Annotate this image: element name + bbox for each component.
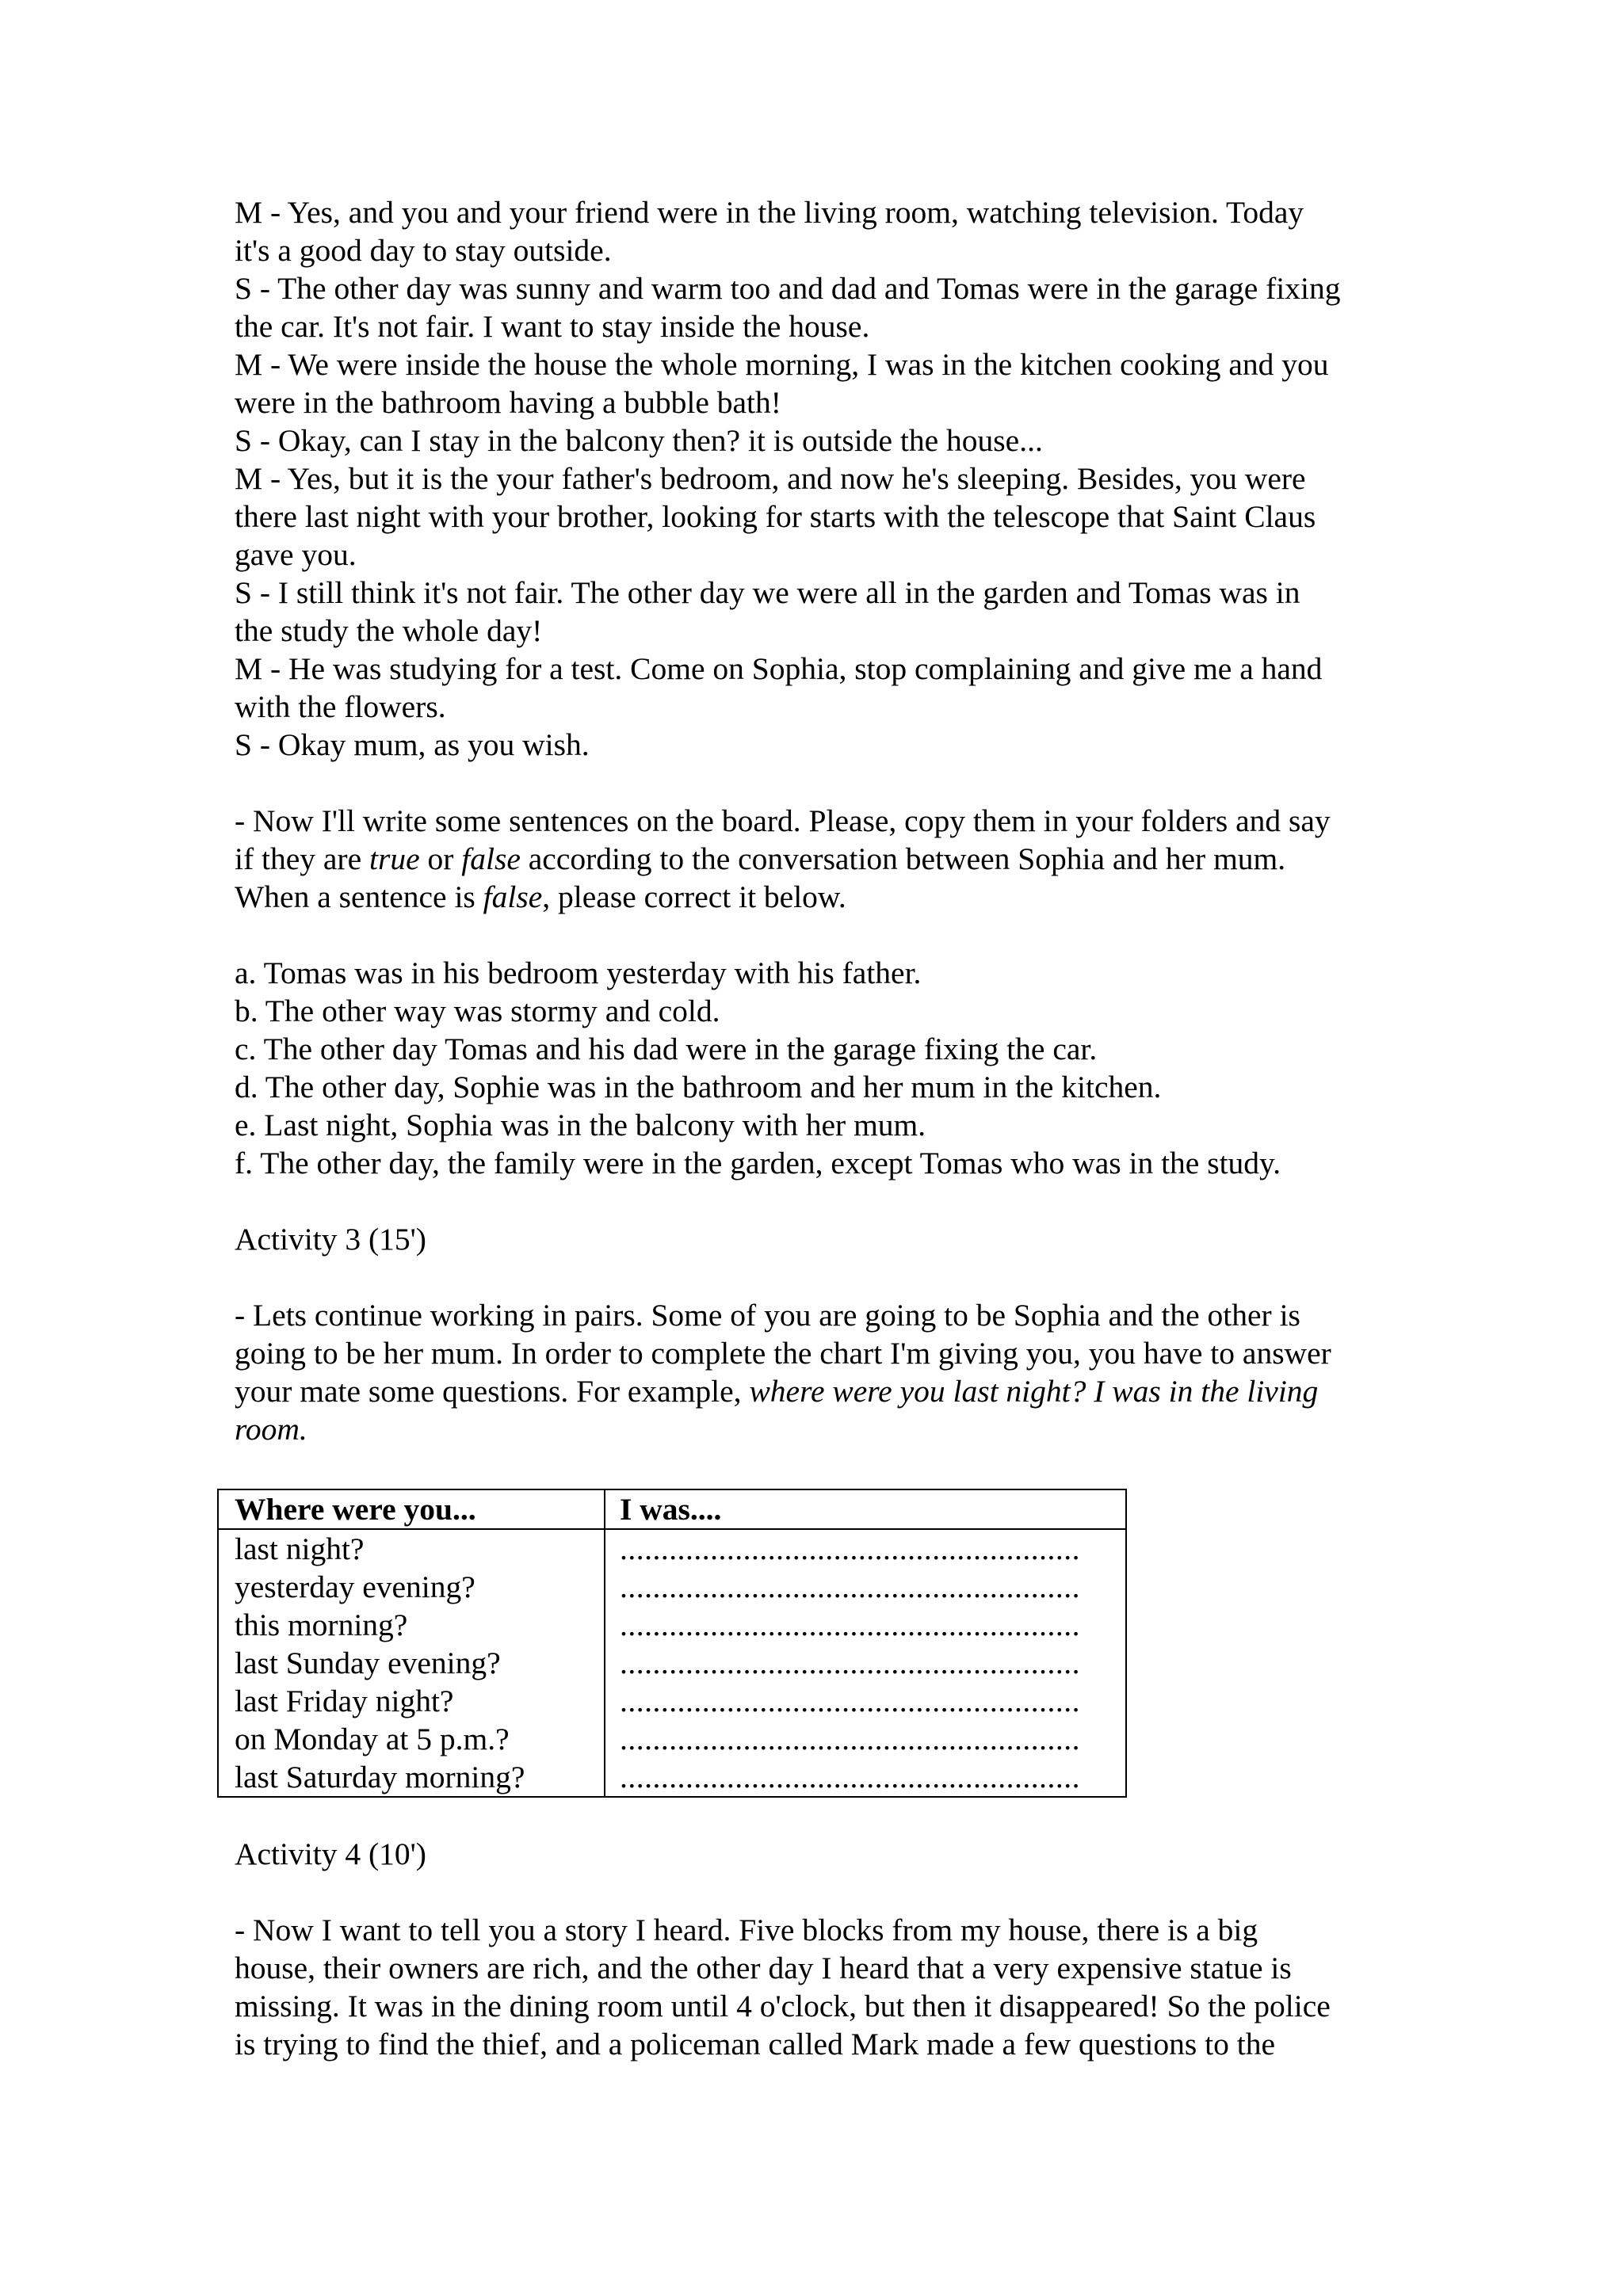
spacer (235, 764, 1423, 802)
spacer (235, 1182, 1423, 1220)
sentence-item: a. Tomas was in his bedroom yesterday with his father. (235, 955, 922, 990)
dialogue-line: with the flowers. (235, 689, 446, 724)
dialogue-line: were in the bathroom having a bubble bath! (235, 385, 781, 420)
chart-question: last night? (235, 1531, 365, 1566)
instruction-text: if they are (235, 841, 369, 876)
chart-header-question: Where were you... (235, 1492, 476, 1527)
chart-row (219, 1720, 1125, 1758)
chart-answer-blank: ........................................................ (620, 1608, 1080, 1642)
dialogue-line: S - The other day was sunny and warm too and dad and Tomas were in the garage fixing (235, 271, 1341, 306)
dialogue-line: it's a good day to stay outside. (235, 233, 612, 268)
instruction-text: , please correct it below. (542, 879, 846, 914)
activity3-chart (217, 1489, 1127, 1798)
sentence-item: b. The other way was stormy and cold. (235, 994, 720, 1028)
chart-rows (219, 1530, 1125, 1796)
activity3-instructions (235, 1296, 1423, 1448)
dialogue-line: the car. It's not fair. I want to stay inside the house. (235, 309, 870, 344)
instruction-emphasis: false (461, 841, 521, 876)
spacer (235, 1258, 1423, 1296)
chart-row (219, 1644, 1125, 1682)
sentence-item: d. The other day, Sophie was in the bathroom and her mum in the kitchen. (235, 1070, 1162, 1104)
dialogue-line: gave you. (235, 537, 357, 572)
activity4-line: - Now I want to tell you a story I heard. Five blocks from my house, there is a big (235, 1913, 1258, 1947)
dialogue-line: S - Okay mum, as you wish. (235, 727, 590, 762)
activity3-example: where were you last night? I was in the living (749, 1374, 1319, 1409)
activity3-example: room. (235, 1412, 307, 1447)
sentence-list (235, 954, 1423, 1182)
chart-answer-blank: ........................................................ (620, 1569, 1080, 1604)
chart-header-answer: I was.... (620, 1492, 722, 1527)
activity4-section (235, 1835, 1423, 2063)
dialogue-line: M - We were inside the house the whole morning, I was in the kitchen cooking and you (235, 347, 1329, 382)
instruction-text: or (419, 841, 462, 876)
instruction-line (235, 878, 1423, 916)
dialogue-line: S - Okay, can I stay in the balcony then? it is outside the house... (235, 423, 1043, 458)
chart-question: last Sunday evening? (235, 1646, 501, 1680)
chart-answer-blank: ........................................................ (620, 1684, 1080, 1718)
instruction-line (235, 840, 1423, 878)
document-body (235, 193, 1423, 1448)
activity4-line: house, their owners are rich, and the other day I heard that a very expensive statue is (235, 1951, 1292, 1985)
chart-row (219, 1758, 1125, 1796)
spacer (235, 916, 1423, 954)
instruction-text: according to the conversation between Sophia and her mum. (520, 841, 1286, 876)
chart-question: yesterday evening? (235, 1569, 475, 1604)
activity4-heading: Activity 4 (10') (235, 1836, 426, 1871)
chart-question: this morning? (235, 1608, 408, 1642)
dialogue-line: M - Yes, and you and your friend were in the living room, watching television. Today (235, 195, 1304, 230)
activity3-line: going to be her mum. In order to complete the chart I'm giving you, you have to answer (235, 1336, 1331, 1371)
sentence-item: e. Last night, Sophia was in the balcony with her mum. (235, 1108, 926, 1142)
chart-question: on Monday at 5 p.m.? (235, 1722, 510, 1756)
chart-question: last Saturday morning? (235, 1760, 525, 1794)
activity3-line (235, 1372, 1423, 1410)
chart-row (219, 1606, 1125, 1644)
chart-answer-blank: ........................................................ (620, 1646, 1080, 1680)
dialogue-line: M - Yes, but it is the your father's bedroom, and now he's sleeping. Besides, you were (235, 461, 1306, 496)
spacer (235, 1873, 1423, 1911)
activity4-line: is trying to find the thief, and a policeman called Mark made a few questions to the (235, 2027, 1275, 2061)
dialogue-line: S - I still think it's not fair. The other day we were all in the garden and Tomas was in (235, 575, 1300, 610)
instruction-text: When a sentence is (235, 879, 483, 914)
chart-row (219, 1682, 1125, 1720)
chart-row (219, 1530, 1125, 1568)
instruction-emphasis: true (369, 841, 420, 876)
dialogue-line: the study the whole day! (235, 613, 543, 648)
instructions (235, 802, 1423, 916)
activity3-text: your mate some questions. For example, (235, 1374, 750, 1409)
chart-answer-blank: ........................................................ (620, 1722, 1080, 1756)
chart-answer-blank: ........................................................ (620, 1531, 1080, 1566)
dialogue-line: M - He was studying for a test. Come on Sophia, stop complaining and give me a hand (235, 651, 1323, 686)
activity3-line (235, 1410, 1423, 1448)
chart-row (219, 1568, 1125, 1606)
chart-answer-blank: ........................................................ (620, 1760, 1080, 1794)
instruction-emphasis: false (483, 879, 543, 914)
dialogue (235, 193, 1423, 764)
activity3-heading: Activity 3 (15') (235, 1222, 426, 1257)
activity4-line: missing. It was in the dining room until 4 o'clock, but then it disappeared! So the police (235, 1989, 1331, 2023)
sentence-item: f. The other day, the family were in the garden, except Tomas who was in the study. (235, 1146, 1281, 1180)
sentence-item: c. The other day Tomas and his dad were in the garage fixing the car. (235, 1032, 1098, 1066)
activity3-line: - Lets continue working in pairs. Some of you are going to be Sophia and the other is (235, 1298, 1300, 1333)
instruction-line: - Now I'll write some sentences on the board. Please, copy them in your folders and say (235, 803, 1331, 838)
dialogue-line: there last night with your brother, looking for starts with the telescope that Saint Claus (235, 499, 1316, 534)
chart-question: last Friday night? (235, 1684, 454, 1718)
